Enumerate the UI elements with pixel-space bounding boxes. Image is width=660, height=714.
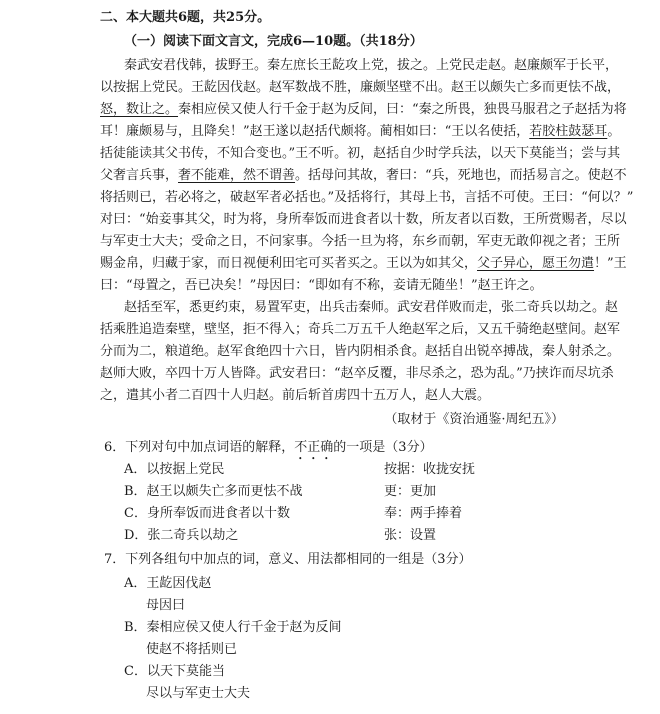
emphasis-text: 不正确 <box>294 440 334 455</box>
passage-line: 父奢言兵事，奢不能难，然不谓善。括母问其故，奢曰：“兵，死地也，而括易言之。使赵不 <box>100 168 627 183</box>
option-c-gloss: 奉：两手捧着 <box>384 506 463 521</box>
part-one-title: （一）阅读下面文言文，完成6—10题。（共18分） <box>124 34 423 49</box>
option-c-pair: 尽以与军吏士大夫 <box>146 686 251 701</box>
option-b: B．秦相应侯又使人行千金于赵为反间 <box>124 620 342 635</box>
passage-line: 以按据上党民。王龁因伐赵。赵军数战不胜，廉颇坚壁不出。赵王以颇失亡多而更怯不战， <box>100 80 621 95</box>
question-stem: 6．下列对句中加点词语的解释，不正确的一项是（3分） <box>104 440 433 455</box>
underlined-sentence: 奢不能难，然不谓善 <box>178 168 296 183</box>
option-a-gloss: 按据：收拢安抚 <box>384 462 476 477</box>
option-d-gloss: 张：设置 <box>384 528 437 543</box>
passage-line: 括乘胜追造秦壁，壁坚，拒不得入；奇兵二万五千人绝赵军之后，又五千骑绝赵壁间。赵军 <box>100 322 621 337</box>
section-title: 二、本大题共6题，共25分。 <box>100 10 271 25</box>
option-c: C．以天下莫能当 <box>124 664 225 679</box>
option-a: A．王龁因伐赵 <box>124 576 212 591</box>
option-d: D．张二奇兵以劫之 <box>124 528 239 543</box>
passage-line: 赵括至军，悉更约束，易置军吏，出兵击秦师。武安君佯败而走，张二奇兵以劫之。赵 <box>124 300 619 315</box>
option-b-gloss: 更：更加 <box>384 484 437 499</box>
passage-line: 分而为二，粮道绝。赵军食绝四十六日，皆内阴相杀食。赵括自出锐卒搏战，秦人射杀之。 <box>100 344 621 359</box>
option-a: A．以按据上党民 <box>124 462 225 477</box>
option-a-pair: 母因曰 <box>146 598 186 613</box>
passage-line: 对曰：“始妾事其父，时为将，身所奉饭而进食者以十数，所友者以百数，王所赏赐者，尽以 <box>100 212 627 227</box>
passage-line: 之，遣其小者二百四十人归赵。前后斩首虏四十五万人，赵人大震。 <box>100 388 491 403</box>
question-stem: 7．下列各组句中加点的词，意义、用法都相同的一组是（3分） <box>104 552 472 567</box>
option-b-pair: 使赵不将括则已 <box>146 642 238 657</box>
option-b: B．赵王以颇失亡多而更怯不战 <box>124 484 303 499</box>
passage-line: 与军吏士大夫；受命之日，不问家事。今括一旦为将，东乡而朝，军吏无敢仰视之者；王所 <box>100 234 621 249</box>
passage-line: 秦武安君伐韩，拔野王。秦左庶长王龁攻上党，拔之。上党民走赵。赵廉颇军于长平， <box>124 58 619 73</box>
passage-line: 赵师大败，卒四十万人皆降。武安君曰：“赵卒反覆，非尽杀之，恐为乱。”乃挟诈而尽坑杀 <box>100 366 614 381</box>
passage-line: 赐金帛，归藏于家，而日视便利田宅可买者买之。王以为如其父，父子异心，愿王勿遣！”王 <box>100 256 627 271</box>
passage-line: 将括则已，若必将之，破赵军者必括也。”及括将行，其母上书，言括不可使。王曰：“何以？” <box>100 190 634 205</box>
passage-line: 怒，数让之。秦相应侯又使人行千金于赵为反间，曰：“秦之所畏，独畏马服君之子赵括为将 <box>100 102 627 117</box>
passage-line: 括徒能读其父书传，不知合变也。”王不听。初，赵括自少时学兵法，以天下莫能当；尝与其 <box>100 146 621 161</box>
passage-line: 曰：“母置之，吾已决矣！”母因曰：“即如有不称，妾请无随坐！”赵王许之。 <box>100 278 543 293</box>
underlined-sentence: 父子异心，愿王勿遣 <box>477 256 595 271</box>
passage-source: （取材于《资治通鉴·周纪五》） <box>384 412 564 427</box>
passage-line: 耳！廉颇易与，且降矣！”赵王遂以赵括代颇将。蔺相如曰：“王以名使括，若胶柱鼓瑟耳。 <box>100 124 621 139</box>
underlined-sentence: 怒，数让之。 <box>100 102 179 117</box>
underlined-sentence: 若胶柱鼓瑟耳 <box>529 124 608 139</box>
option-c: C．身所奉饭而进食者以十数 <box>124 506 290 521</box>
